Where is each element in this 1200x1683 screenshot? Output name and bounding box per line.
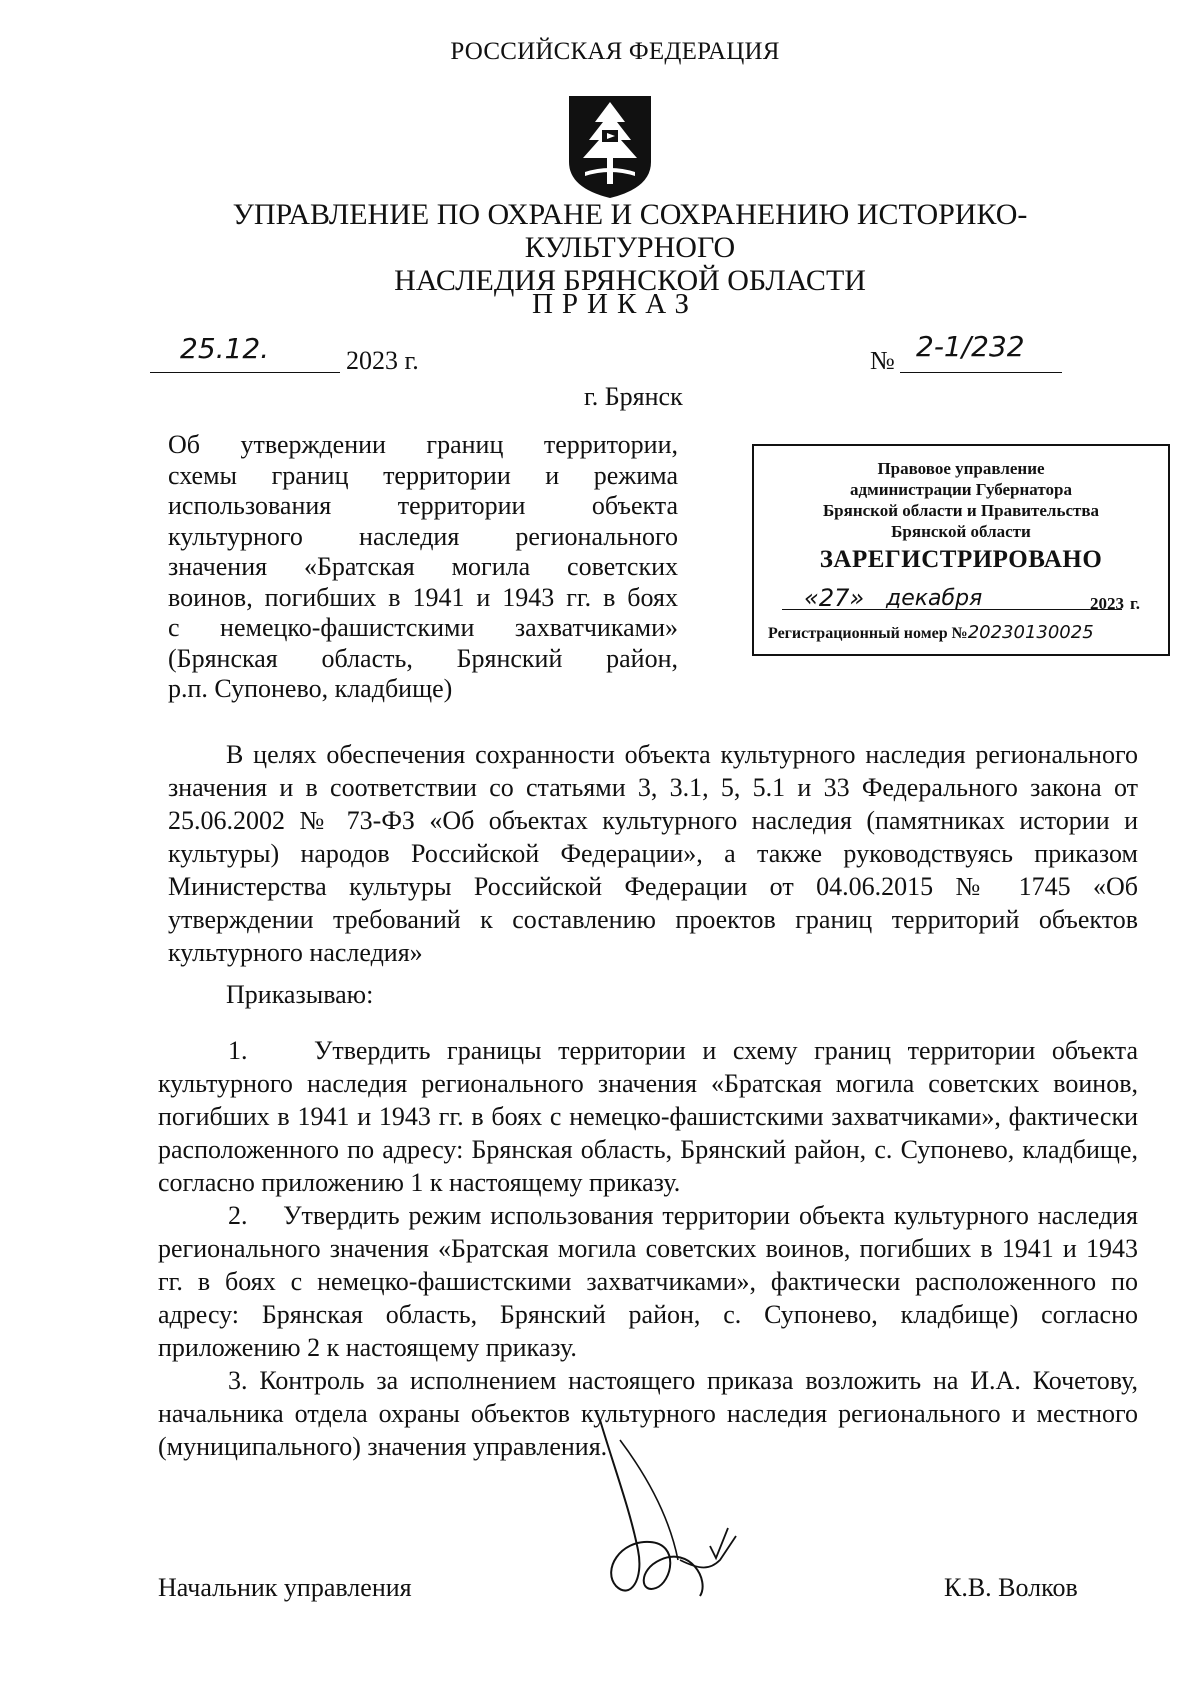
document-type: ПРИКАЗ <box>531 288 699 320</box>
order-item: 2. Утвердить режим использования территории объекта культурного наследия регионального значения «Братская могила советских воинов, погибших в 1941 и 1943 гг. в боях с немецко-фашистскими захватчиками», фактически расположенного по адресу: Брянская область, Брянский район, с. Супонево, кладбище) согласно приложению 2 к настоящему приказу. <box>158 1201 1138 1362</box>
country-title: РОССИЙСКАЯ ФЕДЕРАЦИЯ <box>450 38 780 65</box>
subject-line: культурного наследия регионального <box>168 521 678 551</box>
stamp-year-suffix: г. <box>1130 594 1141 613</box>
subject-line: (Брянская область, Брянский район, <box>168 643 678 673</box>
signatory-title: Начальник управления <box>158 1573 412 1602</box>
stamp-regnum-label: Регистрационный номер № <box>768 625 968 642</box>
subject-line: воинов, погибших в 1941 и 1943 гг. в боях <box>168 582 678 612</box>
subject-line: использования территории объекта <box>168 491 678 520</box>
subject-line: р.п. Супонево, кладбище) <box>168 674 453 703</box>
subject-line: схемы границ территории и режима <box>168 460 678 490</box>
stamp-month-handwritten: декабря <box>886 586 983 611</box>
order-date-handwritten: 25.12. <box>180 332 270 365</box>
subject-line: Об утверждении границ территории, <box>168 430 678 459</box>
signatory-name: К.В. Волков <box>944 1573 1078 1602</box>
order-items <box>158 1034 1138 1463</box>
agency-name-line2: НАСЛЕДИЯ БРЯНСКОЙ ОБЛАСТИ <box>394 264 866 297</box>
stamp-year: 2023 <box>1090 594 1124 613</box>
order-number-label: № <box>870 346 895 375</box>
stamp-line: Брянской области <box>891 522 1031 541</box>
stamp-line: Брянской области и Правительства <box>822 501 1100 520</box>
stamp-authority <box>754 458 1168 542</box>
registration-stamp <box>752 444 1170 656</box>
stamp-registered-label: ЗАРЕГИСТРИРОВАНО <box>819 546 1103 573</box>
agency-name <box>130 198 1130 297</box>
preamble-text: В целях обеспечения сохранности объекта культурного наследия регионального значения и в соответствии со статьями 3, 3.1, 5, 5.1 и 33 Федерального закона от 25.06.2002 № 73-ФЗ «Об объектах культурного наследия (памятниках истории и культуры) народов Российской Федерации», а также руководствуясь приказом Министерства культуры Российской Федерации от 04.06.2015 № 1745 «Об утверждении требований к составлению проектов границ территорий объектов культурного наследия» <box>168 740 1138 967</box>
issue-city: г. Брянск <box>584 382 683 411</box>
order-subject <box>168 430 678 705</box>
stamp-line: Правовое управление <box>877 459 1045 478</box>
order-word: Приказываю: <box>226 980 374 1009</box>
order-item: 3. Контроль за исполнением настоящего приказа возложить на И.А. Кочетову, начальника отдела охраны объектов культурного наследия регионального и местного (муниципального) значения управления. <box>158 1366 1138 1461</box>
stamp-date <box>768 584 1158 618</box>
handwritten-signature-icon <box>560 1410 780 1630</box>
subject-line: с немецко-фашистскими захватчиками» <box>168 613 678 642</box>
preamble <box>168 738 1138 969</box>
order-number-handwritten: 2-1/232 <box>916 330 1025 363</box>
subject-line: значения «Братская могила советских <box>168 552 678 581</box>
stamp-day-handwritten: «27» <box>804 584 865 612</box>
stamp-line: администрации Губернатора <box>850 480 1072 499</box>
stamp-regnum-handwritten: 20230130025 <box>967 622 1094 643</box>
agency-name-line1: УПРАВЛЕНИЕ ПО ОХРАНЕ И СОХРАНЕНИЮ ИСТОРИКО-КУЛЬТУРНОГО <box>232 198 1028 264</box>
bryansk-coat-of-arms-icon <box>565 92 655 202</box>
order-year: 2023 г. <box>346 346 419 375</box>
stamp-registration-number <box>768 622 1163 643</box>
order-item: 1. Утвердить границы территории и схему границ территории объекта культурного наследия регионального значения «Братская могила советских воинов, погибших в 1941 и 1943 гг. в боях с немецко-фашистскими захватчиками», фактически расположенного по адресу: Брянская область, Брянский район, с. Супонево, кладбище, согласно приложению 1 к настоящему приказу. <box>158 1036 1138 1197</box>
